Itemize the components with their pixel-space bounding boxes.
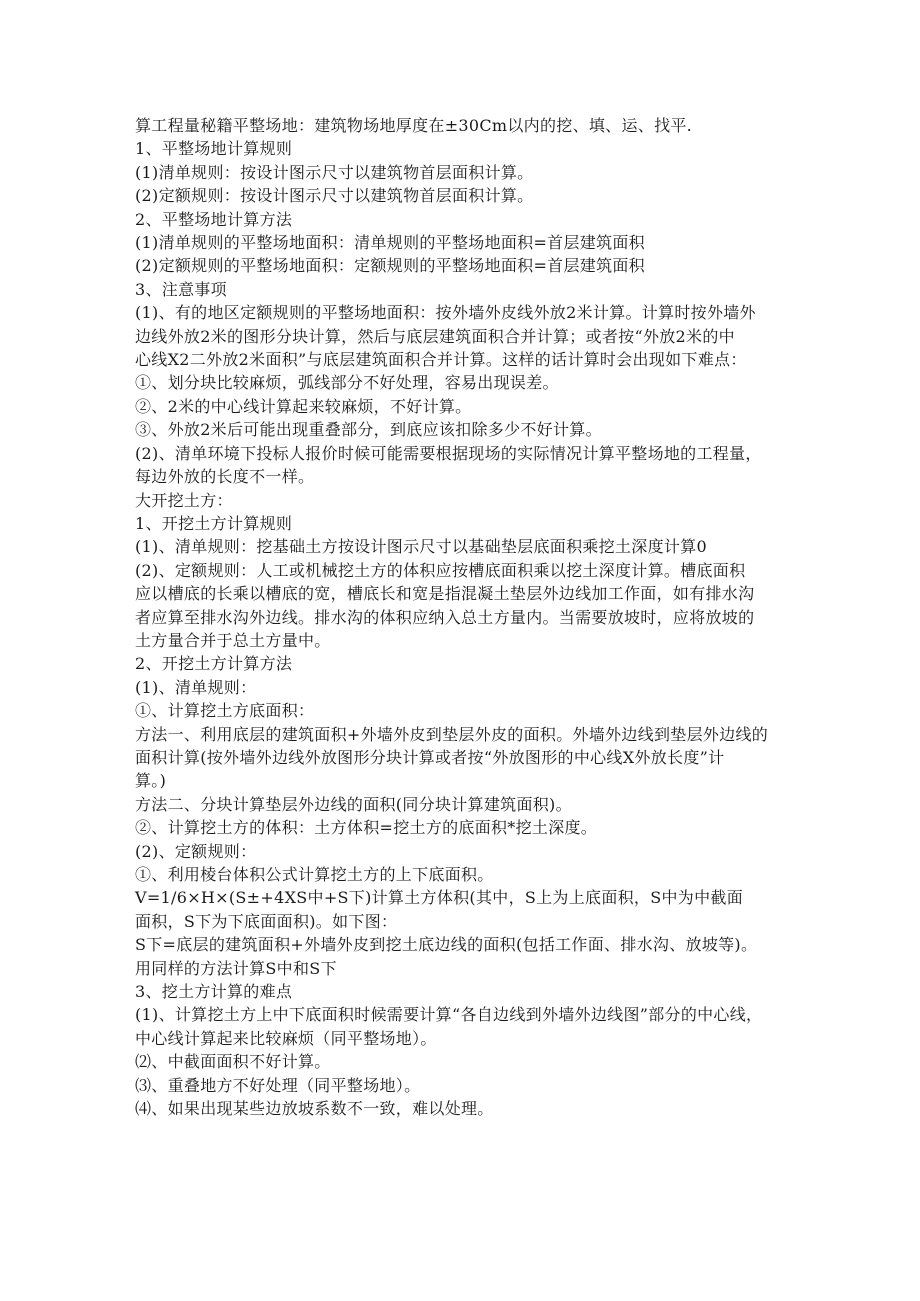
text-line: (1)、清单规则： xyxy=(135,677,257,697)
text-line: 面积，S下为下底面面积)。如下图： xyxy=(135,911,398,931)
text-line: 心线X2二外放2米面积”与底层建筑面积合并计算。这样的话计算时会出现如下难点： xyxy=(135,350,747,370)
text-line: (2)、定额规则： xyxy=(135,841,257,861)
text-line: 边线外放2米的图形分块计算，然后与底层建筑面积合并计算；或者按“外放2米的中 xyxy=(135,326,735,346)
text-line: ⑷、如果出现某些边放坡系数不一致，难以处理。 xyxy=(135,1099,494,1119)
text-line: 中心线计算起来比较麻烦（同平整场地）。 xyxy=(135,1028,437,1048)
text-line: 者应算至排水沟外边线。排水沟的体积应纳入总土方量内。当需要放坡时，应将放坡的 xyxy=(135,607,755,627)
heading-line: 1、开挖土方计算规则 xyxy=(135,513,293,533)
text-line: 方法一、利用底层的建筑面积+外墙外皮到垫层外皮的面积。外墙外边线到垫层外边线的 xyxy=(135,724,769,744)
text-line: (1)、计算挖土方上中下底面积时候需要计算“各自边线到外墙外边线图”部分的中心线， xyxy=(135,1005,763,1025)
text-line: (1)清单规则的平整场地面积：清单规则的平整场地面积=首层建筑面积 xyxy=(135,233,645,253)
text-line: 应以槽底的长乘以槽底的宽，槽底长和宽是指混凝土垫层外边线加工作面，如有排水沟 xyxy=(135,584,755,604)
document-body xyxy=(135,114,807,1120)
heading-line: 3、注意事项 xyxy=(135,279,227,299)
heading-line: 大开挖土方： xyxy=(135,490,233,510)
text-line: ⑶、重叠地方不好处理（同平整场地）。 xyxy=(135,1075,421,1095)
heading-line: 2、开挖土方计算方法 xyxy=(135,654,293,674)
text-line: 用同样的方法计算S中和S下 xyxy=(135,958,337,978)
title-line: 算工程量秘籍平整场地：建筑物场地厚度在±30Cm以内的挖、填、运、找平. xyxy=(135,116,693,135)
text-line: (1)、清单规则：挖基础土方按设计图示尺寸以基础垫层底面积乘挖土深度计算0 xyxy=(135,537,707,557)
text-line: 土方量合并于总土方量中。 xyxy=(135,630,331,650)
text-line: ①、计算挖土方底面积： xyxy=(135,701,315,721)
text-line: 每边外放的长度不一样。 xyxy=(135,467,315,487)
text-line: 方法二、分块计算垫层外边线的面积(同分块计算建筑面积)。 xyxy=(135,794,572,814)
text-line: ①、划分块比较麻烦，弧线部分不好处理，容易出现误差。 xyxy=(135,373,559,393)
formula-line: V=1/6×H×(S±+4XS中+S下)计算土方体积(其中，S上为上底面积，S中为中截面 xyxy=(135,888,743,908)
text-line: ③、外放2米后可能出现重叠部分，到底应该扣除多少不好计算。 xyxy=(135,420,602,440)
text-line: ②、计算挖土方的体积：土方体积=挖土方的底面积*挖土深度。 xyxy=(135,818,598,838)
text-line: ⑵、中截面面积不好计算。 xyxy=(135,1052,331,1072)
heading-line: 2、平整场地计算方法 xyxy=(135,209,293,229)
text-line: (2)定额规则的平整场地面积：定额规则的平整场地面积=首层建筑面积 xyxy=(135,256,645,276)
text-line: (2)、清单环境下投标人报价时候可能需要根据现场的实际情况计算平整场地的工程量， xyxy=(135,443,762,463)
heading-line: 1、平整场地计算规则 xyxy=(135,139,293,159)
heading-line: 3、挖土方计算的难点 xyxy=(135,982,293,1002)
text-line: 面积计算(按外墙外边线外放图形分块计算或者按“外放图形的中心线X外放长度”计 xyxy=(135,747,725,767)
text-line: (2)、定额规则：人工或机械挖土方的体积应按槽底面积乘以挖土深度计算。槽底面积 xyxy=(135,560,746,580)
text-line: (1)、有的地区定额规则的平整场地面积：按外墙外皮线外放2米计算。计算时按外墙外 xyxy=(135,303,756,323)
text-line: 算。) xyxy=(135,771,167,791)
text-line: (1)清单规则：按设计图示尺寸以建筑物首层面积计算。 xyxy=(135,162,534,182)
text-line: ①、利用棱台体积公式计算挖土方的上下底面积。 xyxy=(135,865,494,884)
text-line: S下=底层的建筑面积+外墙外皮到挖土底边线的面积(包括工作面、排水沟、放坡等)。 xyxy=(135,935,758,955)
text-line: (2)定额规则：按设计图示尺寸以建筑物首层面积计算。 xyxy=(135,186,534,206)
text-line: ②、2米的中心线计算起来较麻烦，不好计算。 xyxy=(135,396,472,416)
